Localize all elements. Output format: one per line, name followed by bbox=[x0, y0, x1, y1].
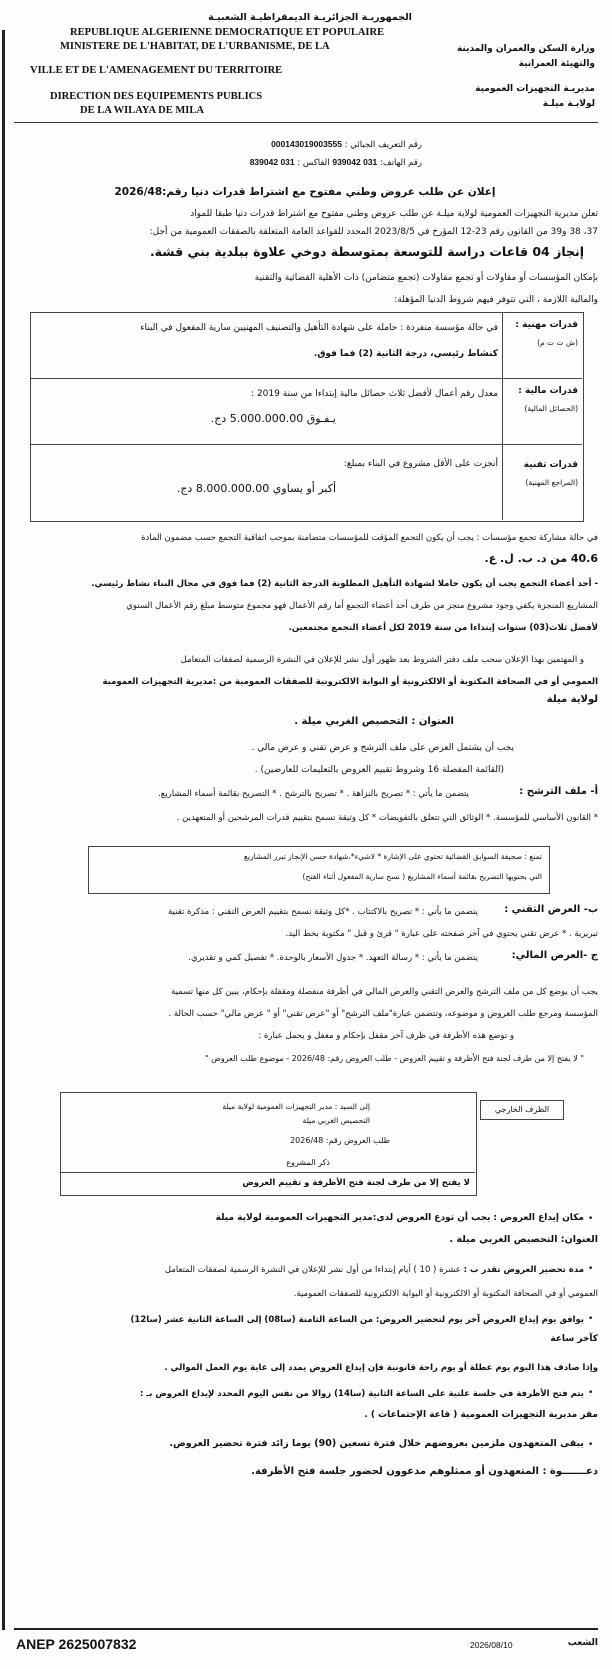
deposit-place-label: مكان إيداع العروض : bbox=[493, 1213, 584, 1223]
file-c-1: يتضمن ما يأتي : * رسالة التعهد. * جدول الأسعار بالوحدة. * تفصيل كمي و تقديري. bbox=[188, 953, 478, 963]
criteria-label-1: قدرات مهنية : bbox=[515, 320, 578, 330]
grouping-p1b: 40.6 من د. ب. ل. ع. bbox=[484, 552, 598, 565]
withdraw-p1: و المهتمين بهذا الإعلان سحب ملف دفتر الشروط بعد ظهور أول نشر للإعلان في النشرة الرسمية لصفقات المتعامل bbox=[180, 655, 584, 665]
deposit-duration bbox=[14, 1262, 584, 1279]
phone-value: 031 939042 bbox=[332, 157, 378, 167]
outer-divider bbox=[60, 1172, 475, 1173]
file-b-label: ب- العرض التقني : bbox=[504, 904, 598, 915]
criteria-sub-3: (المراجع المهنية) bbox=[525, 478, 578, 487]
ar-line-2: والتهيئة العمرانية bbox=[518, 59, 595, 69]
deposit-duration-label: مدة تحضير العروض تقدر ب : bbox=[463, 1265, 584, 1275]
left-edge-shadow bbox=[2, 30, 5, 1630]
ar-line-4: لولايـة ميلـة bbox=[542, 99, 595, 109]
criteria-sub-2: (الحصائل المالية) bbox=[524, 404, 578, 413]
file-a-2: * القانون الأساسي للمؤسسة. * الوثائق التي تتعلق بالتفويضات * كل وثيقة تسمح بتقييم قدرات المرشحين أو المتعهدين . bbox=[176, 813, 598, 823]
file-c-label: ج -العرض المالي: bbox=[511, 950, 598, 961]
header-divider bbox=[14, 122, 598, 123]
eligible-text: بإمكان المؤسسات أو مقاولات أو تجمع مقاولات (تجمع متضامن) ذات الأهلية القضائية والتقنية bbox=[254, 273, 598, 283]
criteria-row-line-1 bbox=[30, 378, 582, 379]
nif-label: رقم التعريف الجبائي : bbox=[344, 140, 422, 150]
bullet-2: • bbox=[588, 1264, 594, 1274]
outer-line-1: إلى السيد : مدير التجهيزات العمومية لولاية ميلة bbox=[222, 1102, 370, 1111]
project-title: إنجاز 04 قاعات دراسة للتوسعة بمتوسطة دوخي علاوة ببلدية بني قشة. bbox=[149, 244, 584, 259]
criteria-row-line-2 bbox=[30, 444, 582, 445]
notice-title: إعلان عن طلب عروض وطني مفتوح مع اشتراط قدرات دنيا رقم:2026/48 bbox=[114, 186, 496, 198]
deposit-last: يوافق يوم إيداع العروض آخر يوم لتحضير العروض: من الساعة الثامنة (سا08) إلى الساعة الثانية عشر (سا12) bbox=[130, 1315, 584, 1325]
republic-title-ar: الجمهوريـة الجزائريـة الديمقراطيـة الشعبيـة bbox=[208, 12, 412, 23]
phone-label: رقم الهاتف: bbox=[379, 158, 422, 168]
fr-line-1: REPUBLIQUE ALGERIENNE DEMOCRATIQUE ET POPULAIRE bbox=[70, 27, 385, 38]
outer-envelope-tag: الظرف الخارجي bbox=[480, 1100, 564, 1120]
criteria-text-1b: كنشاط رئيسي، درجة الثانية (2) فما فوق. bbox=[313, 349, 498, 359]
outer-line-3: طلب العروض رقم: 2026/48 bbox=[290, 1136, 390, 1145]
file-a-label: أ- ملف الترشح : bbox=[519, 786, 598, 797]
header-arabic bbox=[395, 26, 595, 112]
bullet-4: • bbox=[588, 1388, 594, 1398]
bullet-3: • bbox=[588, 1314, 594, 1324]
fr-line-5: DE LA WILAYA DE MILA bbox=[80, 105, 204, 116]
criteria-text-3b: أكبر أو يساوي 8.000.000.00 دج. bbox=[176, 482, 336, 495]
withdraw-addr: العنوان : التحصيص الغربي ميلة . bbox=[294, 716, 454, 727]
deposit-invite bbox=[14, 1466, 598, 1477]
envelope-p3: و توضع هذه الأظرفة في ظرف آخر مقفل بإحكام و مغفل و يحمل عبارة : bbox=[258, 1031, 514, 1041]
fr-line-2: MINISTERE DE L'HABITAT, DE L'URBANISME, DE LA bbox=[60, 41, 330, 52]
bullet-5: • bbox=[588, 1440, 594, 1450]
deposit-opening-2: مقر مديرية التجهيزات العمومية ( قاعة الإجتماعات ) . bbox=[364, 1410, 598, 1420]
anep-reference: ANEP 2625007832 bbox=[16, 1636, 137, 1652]
file-b-1: يتضمن ما يأتي : * تصريح بالاكتتاب . *كل وثيقة تسمح بتقييم العرض التقني : مذكرة تقنية bbox=[167, 907, 478, 917]
eligible-text-2: والمالية اللازمة ، التي تتوفر فيهم شروط الدنيا المؤهلة: bbox=[394, 295, 598, 305]
criteria-divider bbox=[502, 312, 503, 520]
outer-line-2: التحصيص الغربي ميلة bbox=[302, 1116, 370, 1125]
bullet-1: • bbox=[588, 1214, 594, 1224]
contact-ids bbox=[122, 136, 422, 172]
criteria-text-1a: في حالة مؤسسة منفردة : حاملة على شهادة التأهيل والتصنيف المهنيين سارية المفعول في البناء bbox=[140, 323, 498, 333]
deposit-validity: يبقى المتعهدون ملزمين بعروضهم خلال فترة تسعين (90) يوما زائد فترة تحضير العروض. bbox=[169, 1438, 584, 1449]
deposit-last-2: كآخر ساعة bbox=[550, 1334, 598, 1344]
fr-line-4: DIRECTION DES EQUIPEMENTS PUBLICS bbox=[50, 91, 263, 102]
outer-line-5: لا يفتح إلا من طرف لجنة فتح الأظرفة و تقييم العروض bbox=[242, 1178, 470, 1188]
deposit-duration-2: العمومي أو في الصحافة المكتوبة أو الالكترونية أو البوابة الالكترونية للصفقات العمومية. bbox=[293, 1289, 598, 1299]
deposit-opening: يتم فتح الأظرفة في جلسة علنية على الساعة الثانية (سا14) زوالا من نفس اليوم المحدد لإيداع العروض بـ : bbox=[139, 1389, 584, 1399]
deposit-invite-value: المتعهدون أو ممثلوهم مدعوون لحضور جلسة فتح الأظرفة. bbox=[251, 1466, 539, 1477]
grouping-p4: لأفضل ثلاث(03) سنوات إبتداءا من سنة 2019 لكل أعضاء التجمع مجتمعين. bbox=[288, 623, 598, 633]
header-french bbox=[30, 26, 400, 118]
deposit-place-value: يجب أن تودع العروض لدى:مدير التجهيزات العمومية لولاية ميلة bbox=[215, 1213, 491, 1223]
deposit-addr: العنوان: التحصيص الغربي ميلة . bbox=[449, 1234, 598, 1245]
notice-intro-2: 37، 38 و39 من القانون رقم 23-12 المؤرخ في 2023/8/5 المحدد للقواعد العامة المتعلقة بالصفقات العمومية من أجل: bbox=[149, 227, 598, 237]
note-line-2: التي يحتويها التصريح بقائمة أسماء المشاريع ( نسخ سارية المفعول أثناء الفتح) bbox=[302, 872, 542, 881]
withdraw-p2: العمومي أو في الصحافة المكتوبة أو الالكترونية أو البوابة الالكترونية للصفقات العمومية من :مديرية التجهيزات العمومية bbox=[102, 677, 598, 687]
criteria-text-2b: يـفـوق 5.000.000.00 دج. bbox=[210, 412, 336, 425]
grouping-p1: في حالة مشاركة تجمع مؤسسات : يجب أن يكون التجمع المؤقت للمؤسسات متضامنة بموجب اتفاقية التجمع حسب مضمون المادة bbox=[141, 533, 598, 543]
envelope-p2: المؤسسة ومرجع طلب العروض و موضوعه، وتتضمن عبارة"ملف الترشح" أو "عرض تقني" أو " عرض مالي" حسب الحالة . bbox=[168, 1009, 598, 1019]
grouping-p3: المشاريع المنجزة يكفي وجود مشروع منجز من طرف أحد أعضاء التجمع أما رقم الأعمال فهو مجموع متوسط مبلغ رقم الأعمال السنوي bbox=[126, 601, 598, 611]
file-b-2: تبريرية . * عرض تقني يحتوي في آخر صفحته على عبارة " قرئ و قبل " مكتوبة بخط اليد. bbox=[285, 929, 598, 939]
criteria-sub-1: (ش ت ت م) bbox=[537, 338, 578, 347]
withdraw-must: يجب أن يشتمل العرض على ملف الترشح و عرض تقني و عرض مالي . bbox=[251, 743, 514, 753]
withdraw-p3: لولاية ميلة bbox=[546, 694, 598, 705]
file-a-1: يتضمن ما يأتي : * تصريح بالنزاهة . * تصريح بالترشح . * التصريح بقائمة أسماء المشاريع. bbox=[158, 789, 469, 799]
nif-value: 000143019003555 bbox=[271, 139, 342, 149]
withdraw-list: (القائمة المفصلة 16 وشروط تقييم العروض بالتعليمات للعارضين) . bbox=[254, 765, 504, 775]
ar-line-3: مديريـة التجهيزات العمومية bbox=[475, 84, 595, 94]
deposit-place bbox=[14, 1210, 584, 1227]
criteria-label-2: قدرات مالية : bbox=[518, 386, 578, 396]
publication-date: 2026/08/10 bbox=[470, 1640, 513, 1650]
deposit-duration-value: عشرة ( 10 ) أيام إبتداءا من أول نشر للإعلان في النشرة الرسمية لصفقات المتعامل bbox=[164, 1265, 461, 1275]
deposit-invite-label: دعـــــــوة : bbox=[542, 1466, 598, 1477]
fax-label: الفاكس : bbox=[297, 158, 330, 168]
outer-line-4: ذكر المشروع bbox=[286, 1158, 330, 1167]
envelope-p4: " لا يفتح إلا من طرف لجنة فتح الأظرفة و تقييم العروض - طلب العروض رقم: 2026/48 - موضوع طلب العروض " bbox=[204, 1054, 584, 1063]
note-line-1: تمنع : صحيفة السوابق القضائية تحتوي على الإشارة * لاشيء*،شهادة حسن الإنجاز تبرر المشاريع bbox=[243, 852, 542, 861]
newspaper-name: الشعب bbox=[567, 1638, 598, 1648]
ar-line-1: وزارة السكن والعمران والمدينة bbox=[456, 44, 595, 54]
envelope-p1: يجب أن يوضع كل من ملف الترشح والعرض التقني والعرض المالي في أظرفة منفصلة ومقفلة بإحكام، يبين كل منها تسمية bbox=[171, 987, 598, 997]
notice-intro: تعلن مديرية التجهيزات العمومية لولاية ميلـة عن طلب عروض وطني مفتوح مع اشتراط قدرات دنيا طبقا للمواد bbox=[190, 209, 598, 219]
deposit-holiday: وإذا صادف هذا اليوم يوم عطلة أو يوم راحة قانونية فإن إيداع العروض يمدد إلى غاية يوم العمل الموالي . bbox=[164, 1363, 598, 1373]
criteria-text-3a: أنجزت على الأقل مشروع في البناء بمبلغ: bbox=[343, 459, 498, 469]
grouping-p2: - أحد أعضاء التجمع يجب أن يكون حاملا لشهادة التأهيل المطلوبة الدرجة الثانية (2) فما فوق في مجال البناء نشاط رئيسي. bbox=[91, 579, 598, 589]
criteria-label-3: قدرات تقنية bbox=[523, 460, 578, 470]
fr-line-3: VILLE ET DE L'AMENAGEMENT DU TERRITOIRE bbox=[30, 65, 283, 76]
fax-value: 031 839042 bbox=[249, 157, 295, 167]
criteria-text-2a: معدل رقم أعمال لأفضل ثلاث حصائل مالية إبتداءا من سنة 2019 : bbox=[251, 389, 498, 399]
